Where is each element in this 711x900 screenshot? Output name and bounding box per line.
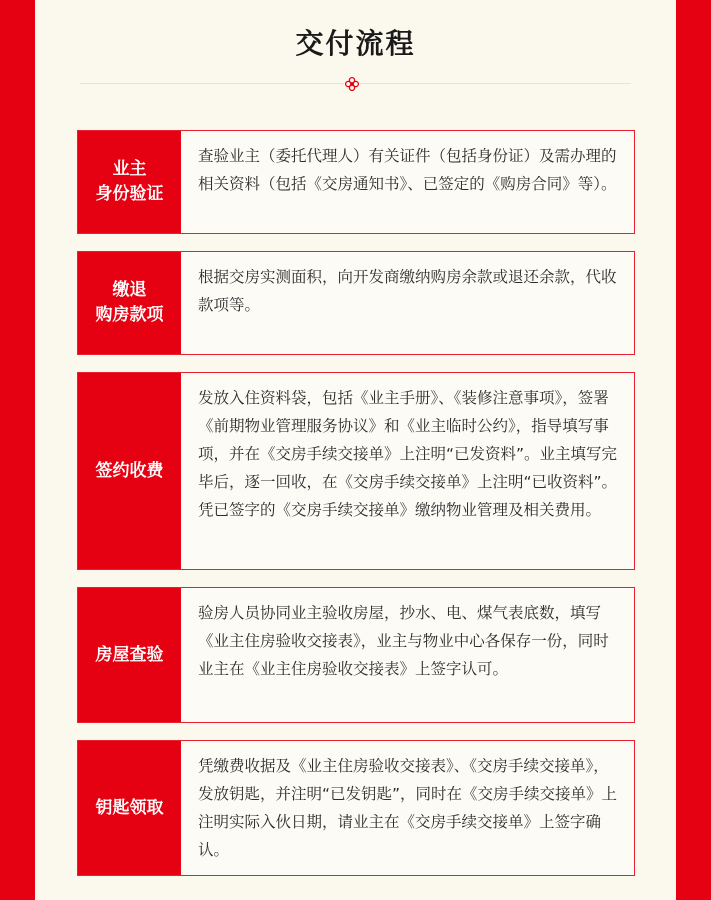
step-owner-verification xyxy=(77,130,635,234)
flower-ornament-icon xyxy=(344,76,360,92)
left-red-border xyxy=(0,0,35,900)
delivery-steps xyxy=(77,130,635,893)
page-title: 交付流程 xyxy=(295,27,416,60)
step-label: 业主 身份验证 xyxy=(78,131,181,233)
step-description: 发放入住资料袋，包括《业主手册》、《装修注意事项》，签署《前期物业管理服务协议》和《业主临时公约》，指导填写事项，并在《交房手续交接单》上注明“已发资料”。业主填写完毕后，逐一回收，在《交房手续交接单》上注明“已收资料”。凭已签字的《交房手续交接单》缴纳物业管理及相关费用。 xyxy=(198,389,618,519)
right-red-border xyxy=(676,0,711,900)
step-key-collection xyxy=(77,740,635,876)
step-label: 房屋查验 xyxy=(78,588,181,722)
step-payment xyxy=(77,251,635,355)
step-description: 验房人员协同业主验收房屋，抄水、电、煤气表底数，填写《业主住房验收交接表》，业主与物业中心各保存一份，同时业主在《业主住房验收交接表》上签字认可。 xyxy=(198,604,609,678)
step-label: 签约收费 xyxy=(78,373,181,569)
step-description: 查验业主（委托代理人）有关证件（包括身份证）及需办理的相关资料（包括《交房通知书》、已签定的《购房合同》等）。 xyxy=(198,147,617,193)
step-description: 根据交房实测面积，向开发商缴纳购房余款或退还余款，代收款项等。 xyxy=(198,268,617,314)
step-label: 缴退 购房款项 xyxy=(78,252,181,354)
step-house-inspection xyxy=(77,587,635,723)
step-sign-and-fees xyxy=(77,372,635,570)
step-description: 凭缴费收据及《业主住房验收交接表》、《交房手续交接单》，发放钥匙，并注明“已发钥匙”，同时在《交房手续交接单》上注明实际入伙日期，请业主在《交房手续交接单》上签字确认。 xyxy=(198,757,618,859)
step-label: 钥匙领取 xyxy=(78,741,181,875)
